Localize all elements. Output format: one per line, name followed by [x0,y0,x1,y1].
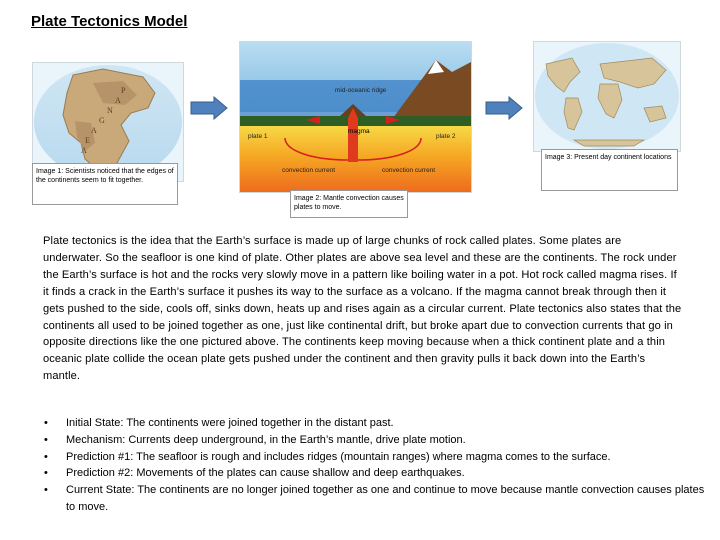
bullet-icon: • [44,484,48,497]
list-item-text: Prediction #1: The seafloor is rough and includes ridges (mountain ranges) where magma comes to the surface. [66,450,611,463]
map-letter: A [115,96,121,105]
right-arrow-icon [190,96,228,120]
cross-section-graphic [240,42,471,192]
image1-caption: Image 1: Scientists noticed that the edges of the continents seem to fit together. [32,163,178,205]
page-title: Plate Tectonics Model [31,13,188,30]
map-letter: A [81,146,87,155]
list-item [43,432,713,449]
convection-label-right: convection current [382,167,436,174]
magma-label: magma [348,128,370,135]
image3-caption: Image 3: Present day continent locations [541,149,678,191]
bullet-icon: • [44,417,48,429]
present-day-map-image [533,41,681,152]
antarctica-shape [574,140,644,146]
right-arrow-icon [485,96,523,120]
ridge-label: mid-oceanic ridge [335,87,387,94]
map-letter: N [107,106,113,115]
magma-column [348,108,358,162]
plate2-label: plate 2 [436,133,456,140]
map-letter: G [99,116,105,125]
convection-cross-section-image [239,41,472,193]
key-points-list [43,415,713,516]
list-item-text: Prediction #2: Movements of the plates can cause shallow and deep earthquakes. [66,467,465,480]
plate1-label: plate 1 [248,133,268,140]
bullet-icon: • [44,433,48,446]
list-item [43,465,713,482]
list-item-text: Mechanism: Currents deep underground, in the Earth’s mantle, drive plate motion. [66,433,466,446]
list-item [43,482,713,516]
world-map-graphic [534,42,680,151]
list-item-text: Initial State: The continents were joined together in the distant past. [66,417,394,429]
list-item [43,415,713,432]
list-item-text: Current State: The continents are no longer joined together as one and continue to move because mantle convection causes plates to move. [66,484,705,513]
bullet-icon: • [44,450,48,463]
map-letter: A [91,126,97,135]
body-paragraph: Plate tectonics is the idea that the Earth’s surface is made up of large chunks of rock called plates. Some plates are underwater. So the seafloor is one kind of plate. Other plates are above sea level and these are the continents. The rock under the Earth’s surface is hot and the rocks very slowly move in a pattern like boiling water in a pot. Hot rock called magma rises. If it finds a crack in the Earth’s surface it pushes its way to the surface as a volcano. If the magma cannot break through then it gets pushed to the side, cools off, sinks down, heats up and rises again as a circular current. Plate tectonics also states that the continents all used to be joined together as one, just like continental drift, but broke apart due to convection currents that go in opposite directions like the one pictured above. The continents keep moving because when a thick continent plate and a thin oceanic plate collide the ocean plate gets pushed under the continent and then gravity pulls it back down into the Earth’s mantle. [43,235,682,383]
image2-caption: Image 2: Mantle convection causes plates to move. [290,190,408,218]
map-letter: P [121,86,126,95]
list-item [43,449,713,466]
bullet-icon: • [44,467,48,480]
map-letter: E [85,136,90,145]
convection-label-left: convection current [282,167,336,174]
